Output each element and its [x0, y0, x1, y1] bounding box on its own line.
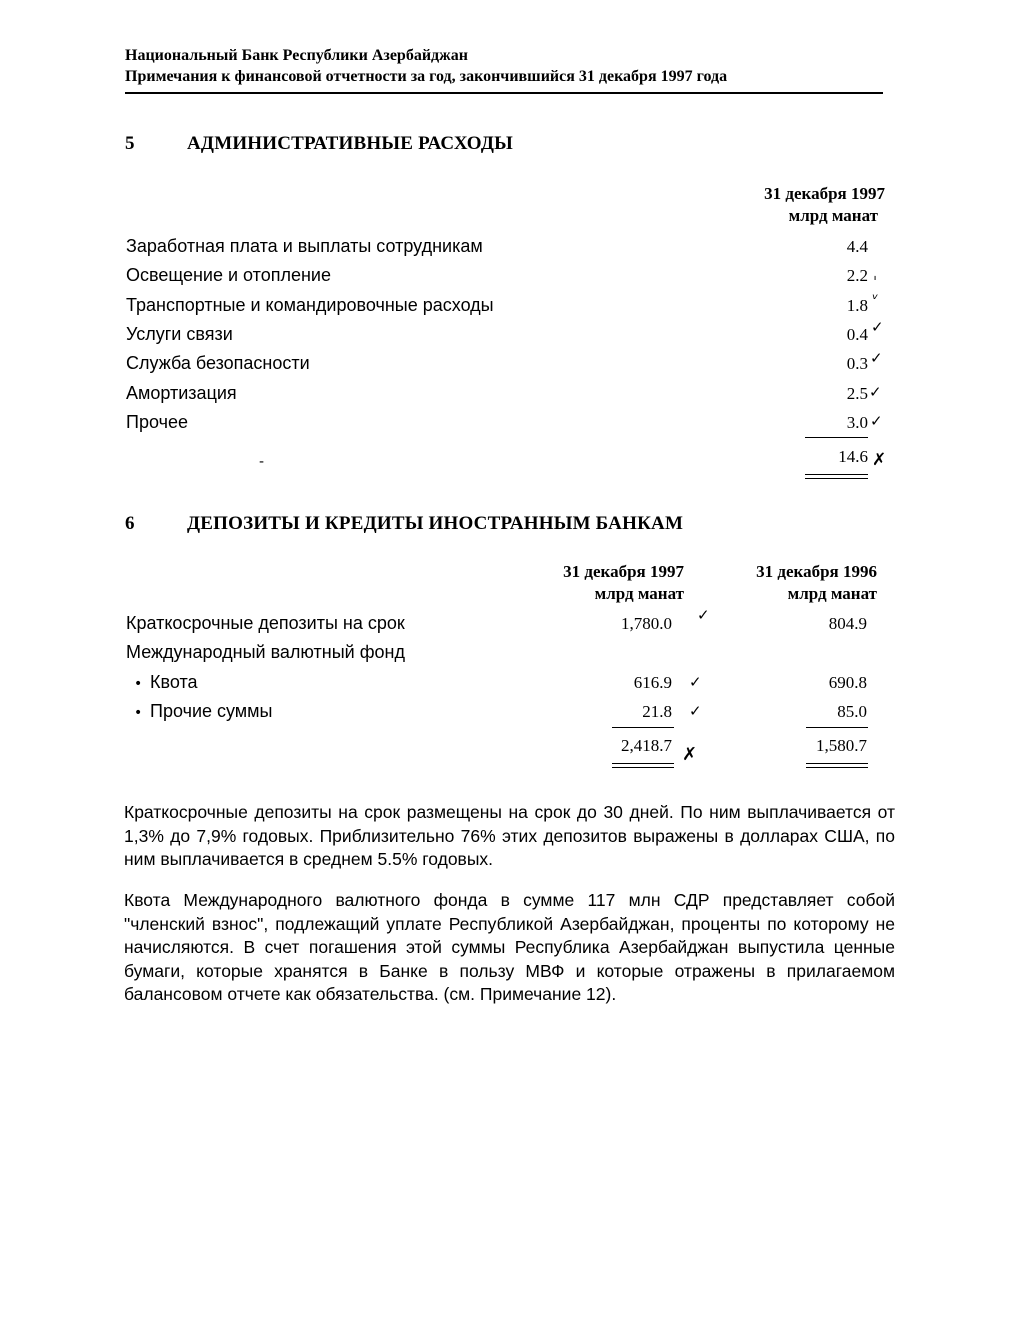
section-5-title: АДМИНИСТРАТИВНЫЕ РАСХОДЫ — [187, 133, 513, 154]
cross-mark-icon: ✗ — [682, 744, 698, 765]
header-divider — [125, 92, 883, 94]
s5-row-label: Освещение и отопление — [126, 265, 331, 285]
s5-row-label: Амортизация — [126, 383, 237, 403]
s6-total-1996: 1,580.7 — [816, 736, 867, 755]
check-mark-icon: ✓ — [689, 673, 702, 691]
section-5-number: 5 — [125, 133, 135, 154]
s6-row-1996-value: 690.8 — [828, 673, 867, 692]
check-mark-icon: ✓ — [869, 383, 882, 401]
s5-row-value: 4.4 — [846, 237, 868, 256]
s6-column-1996-unit: млрд манат — [787, 584, 877, 603]
total-double-rule-1997 — [612, 763, 674, 768]
section-6-title: ДЕПОЗИТЫ И КРЕДИТЫ ИНОСТРАННЫМ БАНКАМ — [187, 513, 684, 534]
s6-row-1997-value: 616.9 — [633, 673, 672, 692]
check-mark-icon: ✓ — [870, 349, 883, 367]
total-double-rule-1996 — [806, 763, 868, 768]
s5-row-label: Заработная плата и выплаты сотрудникам — [126, 236, 483, 256]
section-6-number: 6 — [125, 513, 135, 534]
s6-row-label: Прочие суммы — [150, 701, 273, 721]
check-mark-icon: ᵛ — [872, 290, 879, 308]
s5-row-label: Транспортные и командировочные расходы — [126, 295, 494, 315]
s5-row-value: 0.3 — [846, 354, 868, 373]
dash-mark: - — [259, 454, 265, 470]
s6-total-1997: 2,418.7 — [621, 736, 672, 755]
s6-column-1997-date: 31 декабря 1997 — [563, 562, 684, 581]
s6-row-label: Краткосрочные депозиты на срок — [126, 613, 405, 633]
s5-row-value: 3.0 — [846, 413, 868, 432]
check-mark-icon: ✓ — [870, 412, 883, 430]
s6-row-label: Международный валютный фонд — [126, 642, 405, 662]
imf-quota-note-paragraph: Квота Международного валютного фонда в сумме 117 млн СДР представляет собой "членский взнос", подлежащий уплате Республикой Азербайджан, проценты по которому не начисляются. В счет погашения этой суммы Республика Азербайджан выпустила ценные бумаги, которые хранятся в Банке в пользу МВФ и которые отражены в прилагаемом балансовом отчете как обязательства. (см. Примечание 12). — [124, 890, 895, 1004]
notes-subtitle: Примечания к финансовой отчетности за год, закончившийся 31 декабря 1997 года — [125, 68, 728, 85]
s6-column-1996-date: 31 декабря 1996 — [756, 562, 877, 581]
subtotal-rule-1996 — [806, 727, 868, 728]
bullet-icon: • — [134, 676, 143, 692]
bank-name: Национальный Банк Республики Азербайджан — [125, 47, 468, 64]
s6-row-1996-value: 804.9 — [828, 614, 867, 633]
s6-row-label: Квота — [150, 672, 198, 692]
total-double-rule — [805, 474, 868, 479]
s6-row-1997-value: 21.8 — [642, 702, 672, 721]
s5-row-label: Служба безопасности — [126, 353, 310, 373]
check-mark-icon: ˌ — [873, 264, 878, 282]
s5-row-value: 2.2 — [846, 266, 868, 285]
s5-row-value: 0.4 — [846, 325, 868, 344]
bullet-icon: • — [134, 705, 143, 721]
s6-row-1997-value: 1,780.0 — [621, 614, 672, 633]
check-mark-icon: ✓ — [689, 702, 702, 720]
s6-row-1996-value: 85.0 — [837, 702, 867, 721]
s5-column-unit: млрд манат — [788, 206, 878, 225]
s5-row-label: Прочее — [126, 412, 188, 432]
s5-row-value: 1.8 — [846, 296, 868, 315]
check-mark-icon: ✓ — [871, 318, 884, 336]
s5-column-date: 31 декабря 1997 — [764, 184, 885, 203]
s6-column-1997-unit: млрд манат — [594, 584, 684, 603]
s5-total-value: 14.6 — [838, 447, 868, 466]
subtotal-rule-1997 — [612, 727, 674, 728]
subtotal-rule — [805, 437, 868, 438]
deposits-note-paragraph: Краткосрочные депозиты на срок размещены на срок до 30 дней. По ним выплачивается от 1,3% до 7,9% годовых. Приблизительно 76% этих депозитов выражены в долларах США, по ним выплачивается в среднем 5.5% годовых. — [124, 802, 895, 869]
s5-row-value: 2.5 — [846, 384, 868, 403]
s5-row-label: Услуги связи — [126, 324, 233, 344]
cross-mark-icon: ✗ — [872, 450, 887, 470]
check-mark-icon: ✓ — [697, 606, 710, 624]
